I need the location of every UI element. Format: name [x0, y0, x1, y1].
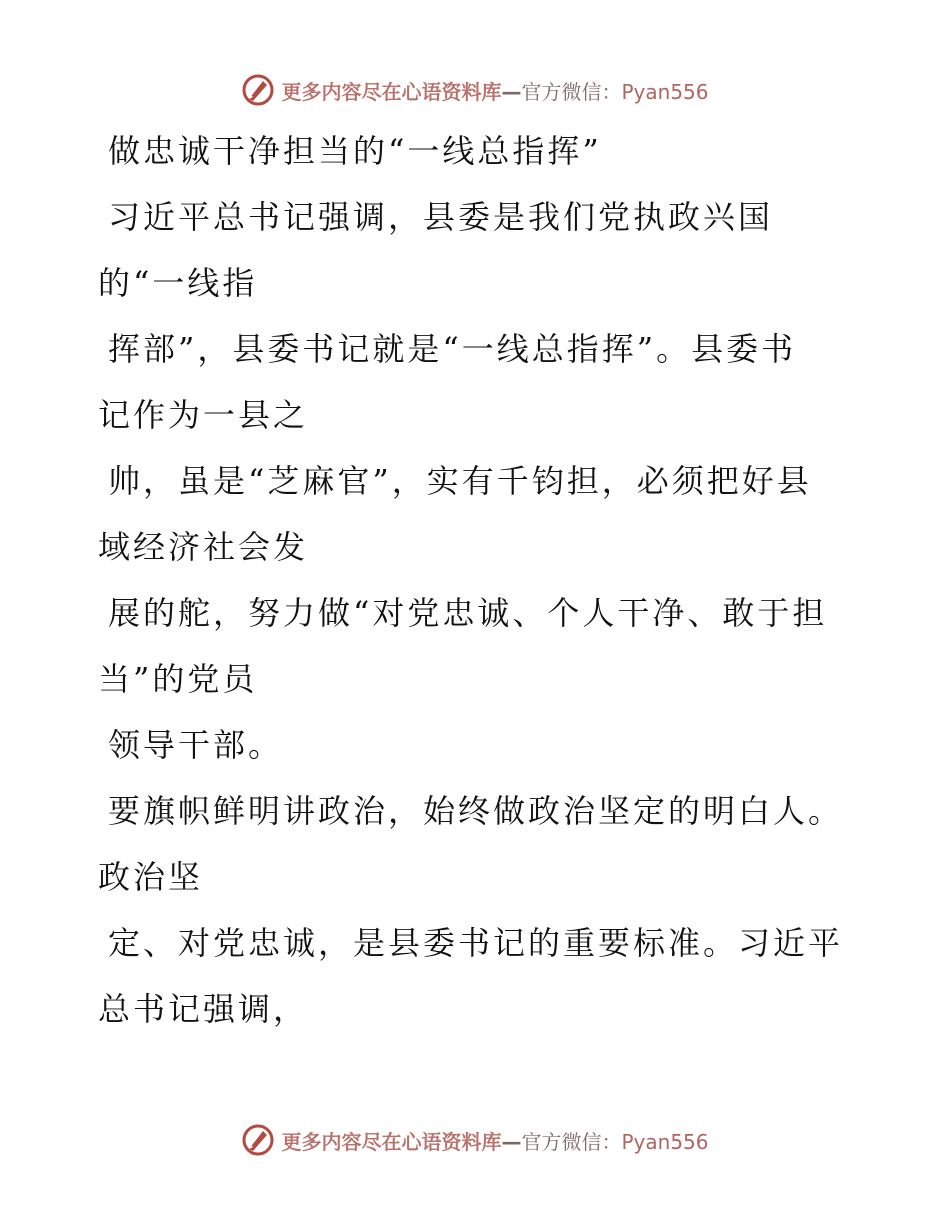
banner-wechat-id: Pyan556 [621, 1129, 709, 1154]
pen-logo-icon [241, 73, 275, 107]
pen-logo-icon [241, 1123, 275, 1157]
document-body [98, 118, 844, 1042]
text-line: 领导干部。 [108, 726, 284, 764]
text-line: 总书记强调， [98, 990, 309, 1028]
text-line: 挥部”，县委书记就是“一线总指挥”。县委书 [108, 330, 797, 368]
text-line: 要旗帜鲜明讲政治，始终做政治坚定的明白人。 [108, 792, 844, 830]
footer-banner [0, 1120, 950, 1160]
text-line: 习近平总书记强调，县委是我们党执政兴国 [108, 198, 774, 236]
banner-wechat-label: 官方微信： [521, 79, 622, 104]
header-banner [0, 70, 950, 110]
text-line: 当”的党员 [98, 660, 258, 698]
text-line: 政治坚 [98, 858, 204, 896]
text-line: 定、对党忠诚，是县委书记的重要标准。习近平 [108, 924, 844, 962]
text-line: 帅，虽是“芝麻官”，实有千钧担，必须把好县 [108, 462, 812, 500]
banner-main-text: 更多内容尽在心语资料库 [281, 1129, 502, 1154]
text-line: 记作为一县之 [98, 396, 309, 434]
document-title: 做忠诚干净担当的“一线总指挥” [108, 132, 602, 170]
banner-wechat-id: Pyan556 [621, 79, 709, 104]
banner-dash: — [501, 79, 522, 104]
banner-text [281, 1126, 708, 1155]
text-line: 域经济社会发 [98, 528, 309, 566]
banner-wechat-label: 官方微信： [521, 1129, 622, 1154]
banner-main-text: 更多内容尽在心语资料库 [281, 79, 502, 104]
text-line: 展的舵，努力做“对党忠诚、个人干净、敢于担 [108, 594, 828, 632]
banner-text [281, 76, 708, 105]
text-line: 的“一线指 [98, 264, 258, 302]
banner-dash: — [501, 1129, 522, 1154]
